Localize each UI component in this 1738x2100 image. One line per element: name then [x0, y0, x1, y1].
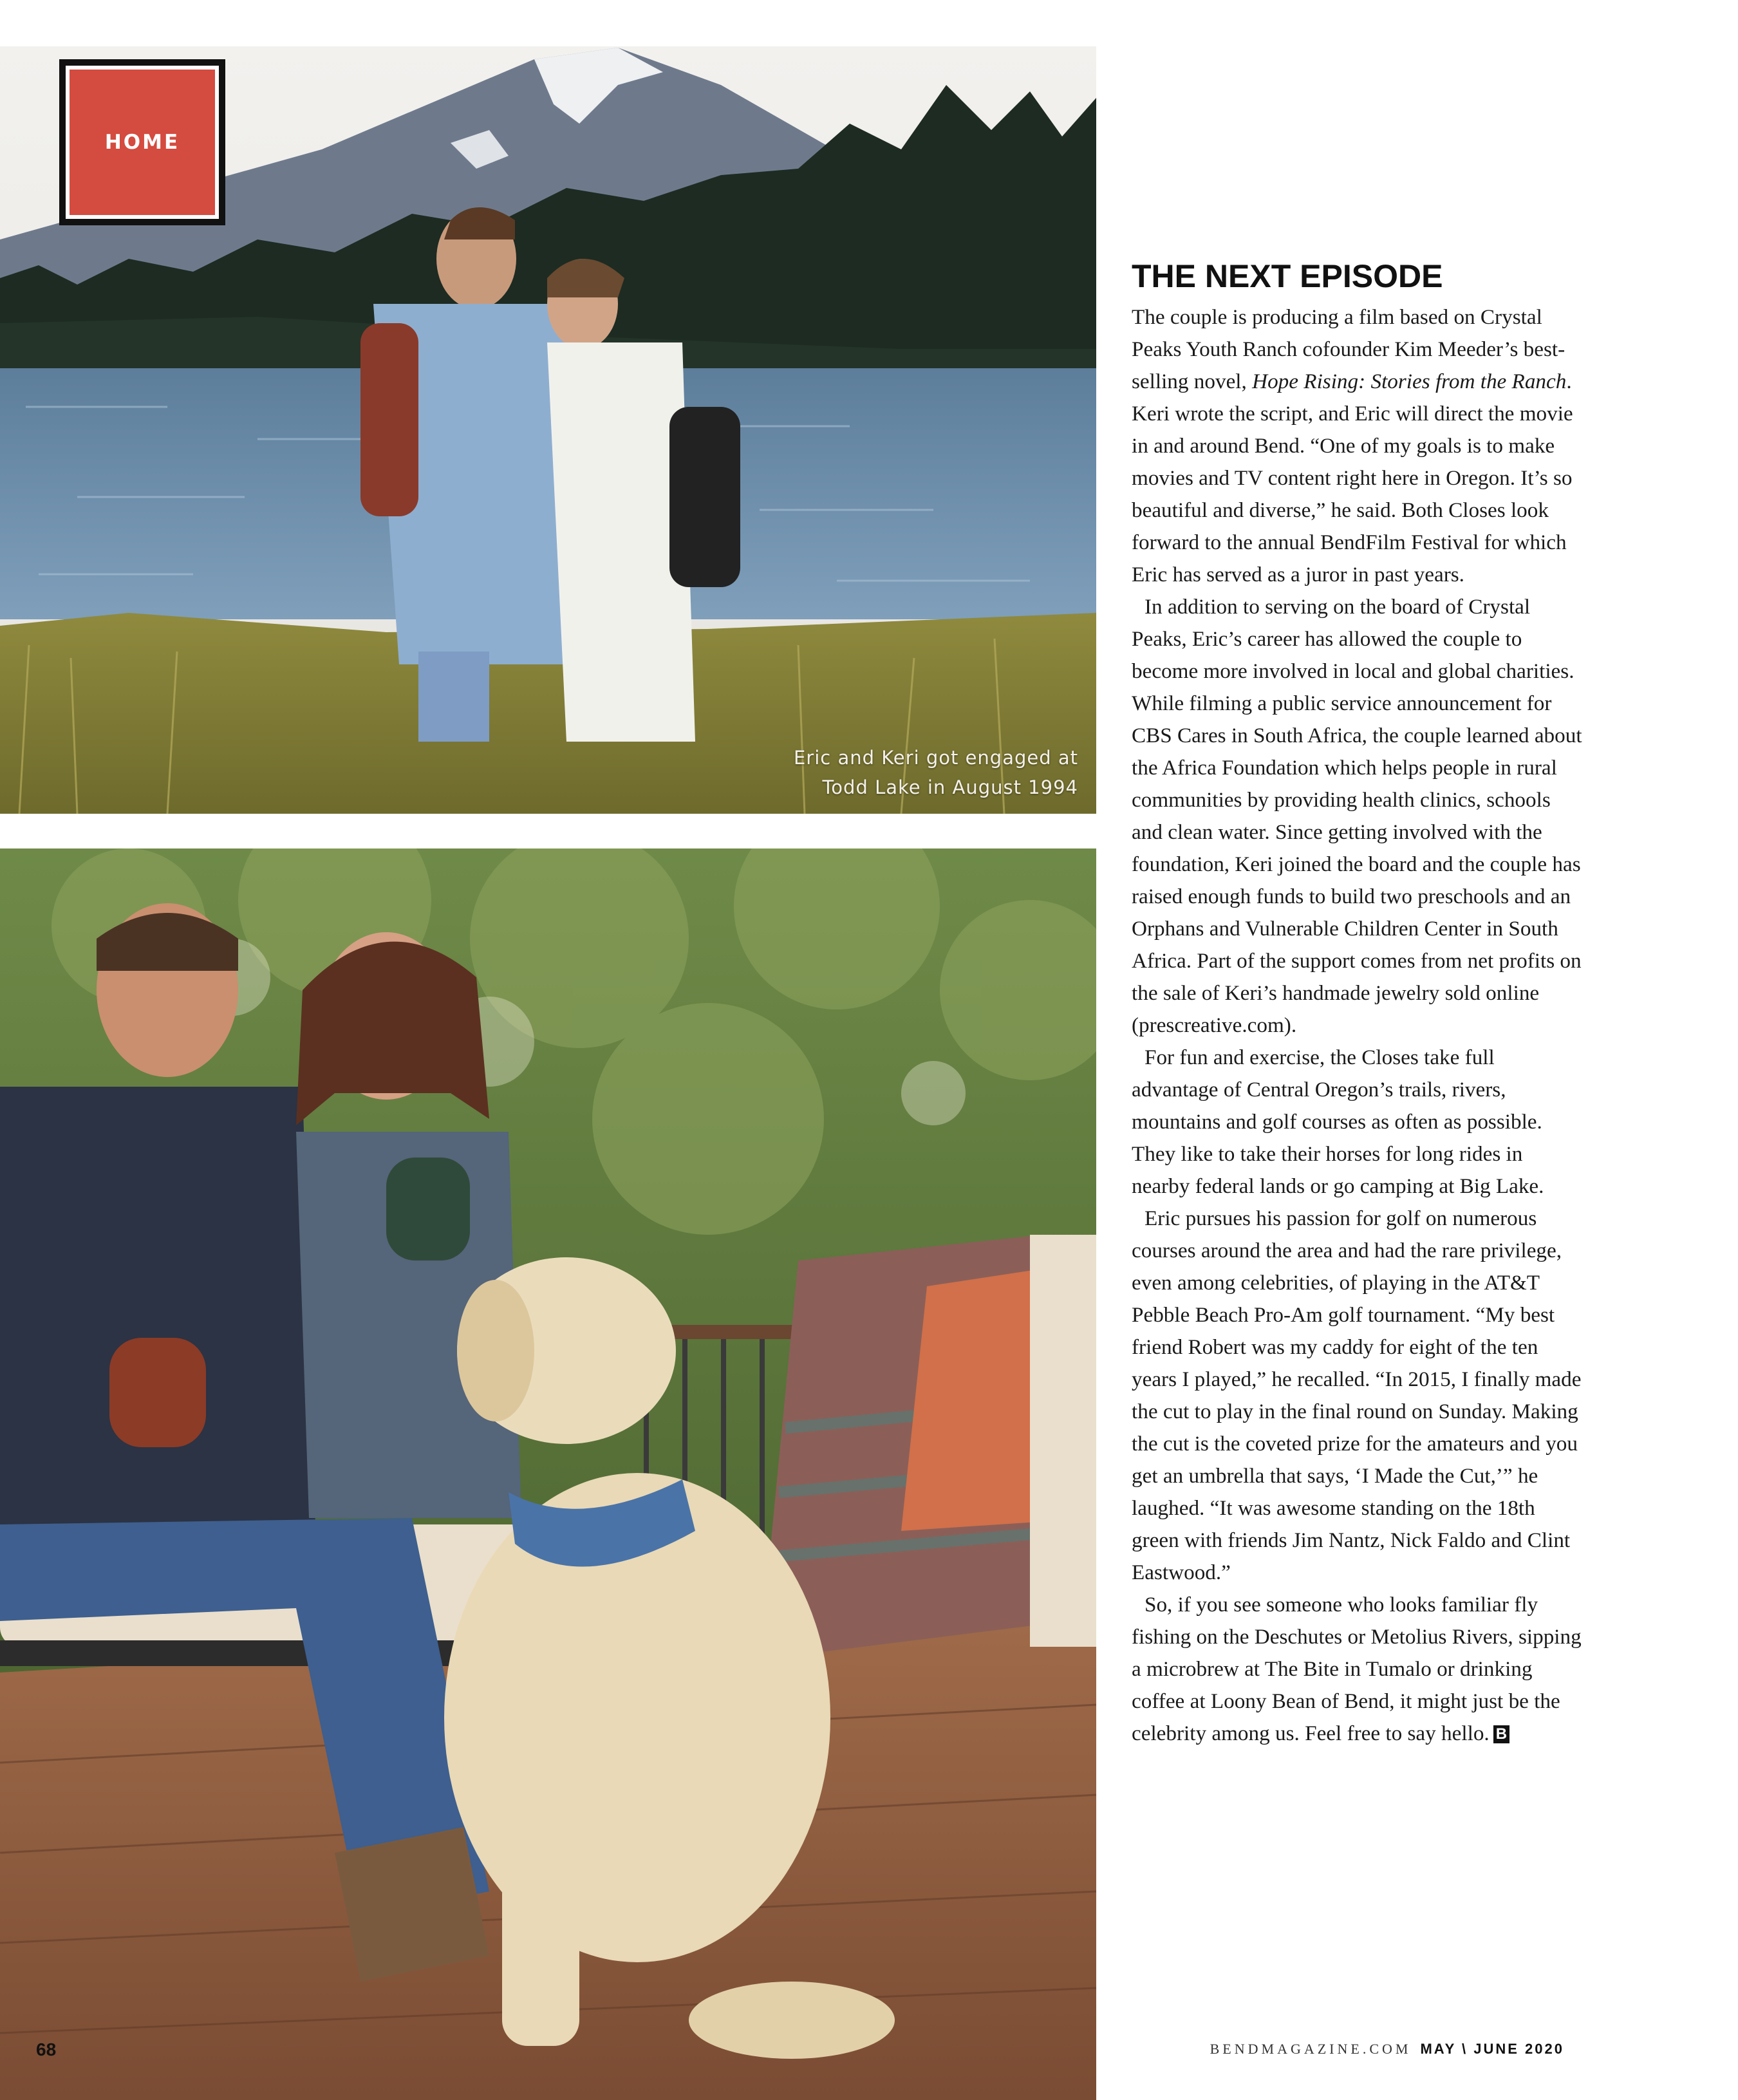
article-headline: THE NEXT EPISODE	[1132, 258, 1443, 294]
footer-website: BENDMAGAZINE.COM	[1210, 2041, 1412, 2057]
section-badge	[59, 59, 225, 225]
paragraph-4-text: Eric pursues his passion for golf on numerous courses around the area and had the rare privilege, even among celebrities, of playing in the AT&T Pebble Beach Pro-Am golf tournament. “My best friend Robert was my caddy for eight of the ten years I played,” he recalled. “In 2015, I finally made the cut to play in the final round on Sunday. Making the cut is the coveted prize for the amateurs and you get an umbrella that says, ‘I Made the Cut,’” he laughed. “It was awesome standing on the 18th green with friends Jim Nantz, Nick Faldo and Clint Eastwood.”	[1132, 1206, 1582, 1584]
paragraph-5-text: So, if you see someone who looks familiar fly fishing on the Deschutes or Metolius Rivers, sipping a microbrew at The Bite in Tumalo or drinking coffee at Loony Bean of Bend, it might just be the celebrity among us. Feel free to say hello.	[1132, 1593, 1582, 1745]
article-column	[1132, 256, 1582, 1750]
section-label: HOME	[66, 66, 219, 219]
paragraph-1-start: The couple is producing a film based on Crystal Peaks Youth Ranch cofounder Kim Meeder’s best-selling novel,	[1132, 305, 1565, 393]
book-title: Hope Rising: Stories from the Ranch	[1252, 370, 1567, 393]
footer-issue: MAY \ JUNE 2020	[1420, 2041, 1564, 2057]
paragraph-2	[1132, 591, 1582, 1042]
paragraph-4	[1132, 1203, 1582, 1589]
footer-credit	[1210, 2041, 1564, 2058]
paragraph-3	[1132, 1042, 1582, 1203]
caption-line-1: Eric and Keri got engaged at	[793, 747, 1078, 769]
paragraph-1-end: . Keri wrote the script, and Eric will direct the movie in and around Bend. “One of my goals is to make movies and TV content right here in Oregon. It’s so beautiful and diverse,” he said. Both Closes look forward to the annual BendFilm Festival for which Eric has served as a juror in past years.	[1132, 370, 1573, 586]
paragraph-1	[1132, 301, 1582, 591]
article-body	[1132, 301, 1582, 1750]
paragraph-5	[1132, 1589, 1582, 1750]
deck-photo	[0, 848, 1096, 2100]
page-number: 68	[36, 2039, 57, 2059]
paragraph-2-text: In addition to serving on the board of Crystal Peaks, Eric’s career has allowed the couple to become more involved in local and global charities. While filming a public service announcement for CBS Cares in South Africa, the couple learned about the Africa Foundation which helps people in rural communities by providing health clinics, schools and clean water. Since getting involved with the foundation, Keri joined the board and the couple has raised enough funds to build two preschools and an Orphans and Vulnerable Children Center in South Africa. Part of the support comes from net profits on the sale of Keri’s handmade jewelry sold online (prescreative.com).	[1132, 595, 1582, 1037]
caption-line-2: Todd Lake in August 1994	[822, 776, 1078, 798]
deck-scene-illustration	[0, 848, 1096, 2100]
photo-caption	[794, 743, 1078, 802]
end-of-article-mark: B	[1493, 1725, 1509, 1743]
paragraph-3-text: For fun and exercise, the Closes take full advantage of Central Oregon’s trails, rivers, mountains and golf courses as often as possible. They like to take their horses for long rides in nearby federal lands or go camping at Big Lake.	[1132, 1045, 1544, 1198]
